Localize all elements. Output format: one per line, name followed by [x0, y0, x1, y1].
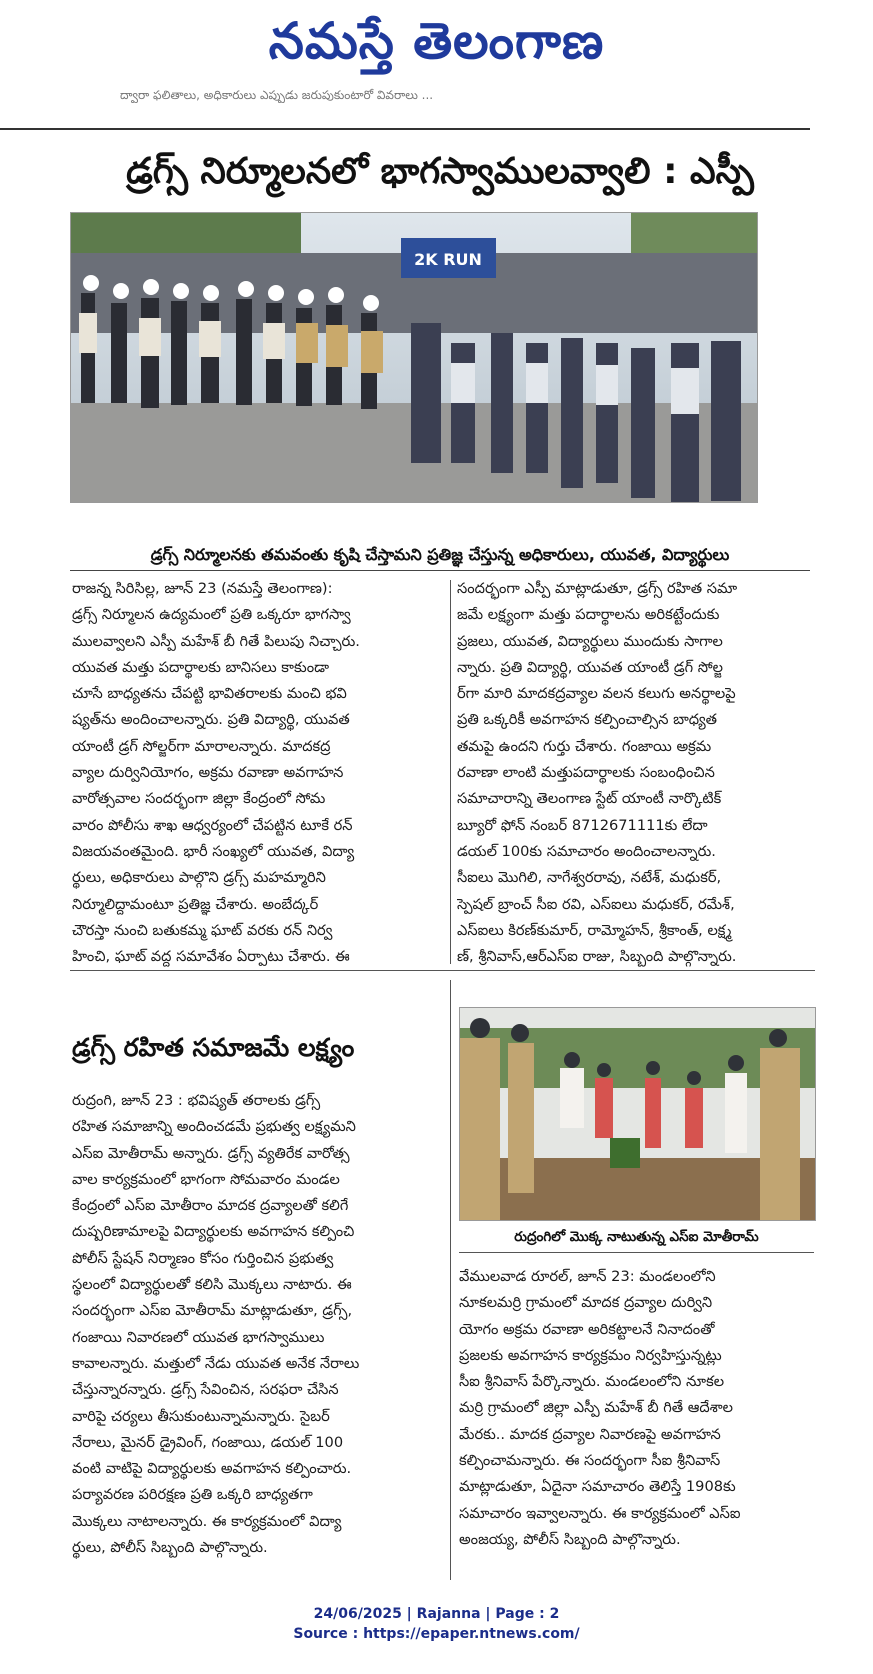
text-line: యువత మత్తు పదార్థాలకు బానిసలు కాకుండా	[72, 658, 329, 676]
text-line: రుద్రంగి, జూన్ 23 : భవిష్యత్ తరాలకు డ్రగ్స్	[72, 1092, 321, 1109]
text-line: సందర్భంగా ఎస్పీ మాట్లాడుతూ, డ్రగ్స్ రహిత సమా	[457, 580, 738, 597]
text-line: ప్రతి ఒక్కరికీ అవగాహన కల్పించాల్సిన బాధ్యత	[457, 711, 717, 729]
article3-body	[459, 1264, 815, 1553]
text-line: రవాణా లాంటి మత్తుపదార్థాలకు సంబంధించిన	[457, 764, 715, 782]
text-line: సమాచారం ఇవ్వాలన్నారు. ఈ కార్యక్రమంలో ఎస్‌ఐ	[459, 1504, 741, 1522]
text-line: తమపై ఉందని గుర్తు చేశారు. గంజాయి అక్రమ	[457, 737, 712, 755]
text-line: కావాలన్నారు. మత్తులో నేడు యువత అనేక నేరాలు	[72, 1354, 360, 1372]
text-line: చౌరస్తా నుంచి బతుకమ్మ ఘాట్ వరకు రన్ నిర్వ	[72, 921, 333, 939]
text-line: స్పెషల్ బ్రాంచ్ సీఐ రవి, ఎస్‌ఐలు మధుకర్, రమేశ్,	[457, 895, 735, 913]
text-line: బ్యూరో ఫోన్ నంబర్ 8712671111కు లేదా	[457, 816, 708, 834]
text-line: వారం పోలీసు శాఖ ఆధ్వర్యంలో చేపట్టిన టూకే రన్	[72, 816, 353, 834]
text-line: డయల్ 100కు సమాచారం అందించాలన్నారు.	[457, 842, 716, 860]
caption-rule	[70, 570, 810, 571]
article1-column-2	[457, 576, 815, 970]
column-divider	[450, 580, 451, 964]
text-line: మాట్లాడుతూ, ఏదైనా సమాచారం తెలిస్తే 1908కు	[459, 1478, 736, 1496]
masthead	[0, 0, 873, 88]
text-line: ణ్, శ్రీనివాస్,ఆర్‌ఎస్‌ఐ రాజు, సిబ్బంది పాల్గొన్నారు.	[457, 948, 737, 966]
text-line: డ్రగ్స్ నిర్మూలన ఉద్యమంలో ప్రతి ఒక్కరూ భాగస్వా	[72, 606, 351, 624]
text-line: వారిపై చర్యలు తీసుకుంటున్నామన్నారు. సైబర్	[72, 1407, 330, 1425]
plantation-photo	[459, 1007, 816, 1221]
caption2-rule	[459, 1252, 814, 1253]
section-divider	[70, 970, 815, 971]
text-line: న్నారు. ప్రతి విద్యార్థి, యువత యాంటీ డ్రగ్ సోల్జ	[457, 658, 724, 676]
text-line: ములవ్వాలని ఎస్పీ మహేశ్ బీ గితే పిలుపు నిచ్చారు.	[72, 632, 360, 650]
article2-body	[72, 1088, 444, 1561]
text-line: వ్యాల దుర్వినియోగం, అక్రమ రవాణా అవగాహన	[72, 764, 344, 782]
text-line: ఎస్‌ఐలు కిరణ్‌కుమార్, రామ్మోహన్, శ్రీకాంత్, లక్ష్మ	[457, 921, 732, 939]
article1-column-1	[72, 576, 444, 970]
text-line: ర్‌గా మారి మాదకద్రవ్యాల వలన కలుగు అనర్థాలపై	[457, 685, 736, 703]
text-line: యాంటీ డ్రగ్ సోల్జర్‌గా మారాలన్నారు. మాదకద్ర	[72, 737, 331, 755]
text-line: సీఐలు మొగిలి, నాగేశ్వరరావు, నటేశ్, మధుకర్,	[457, 869, 722, 887]
text-line: మేరకు.. మాదక ద్రవ్యాల నివారణపై అవగాహన	[459, 1425, 721, 1443]
top-cutline: ద్వారా ఫలితాలు, అధికారులు ఎప్పుడు జరుపుకుంటారో వివరాలు ...	[120, 88, 434, 102]
text-line: ప్రజలకు అవగాహన కార్యక్రమం నిర్వహిస్తున్నట్లు	[459, 1346, 722, 1364]
rally-photo	[70, 212, 758, 503]
footer-date-edition: 24/06/2025 | Rajanna | Page : 2	[313, 1606, 560, 1622]
text-line: చూసే బాధ్యతను చేపట్టి భావితరాలకు మంచి భవి	[72, 685, 347, 703]
text-line: మొక్కలు నాటాలన్నారు. ఈ కార్యక్రమంలో విద్యా	[72, 1512, 342, 1530]
text-line: చేస్తున్నారన్నారు. డ్రగ్స్ సేవించిన, సరఫరా చేసిన	[72, 1381, 339, 1399]
text-line: సమాచారాన్ని తెలంగాణ స్టేట్ యాంటీ నార్కొటిక్	[457, 790, 722, 808]
text-line: ఎస్‌ఐ మోతీరామ్ అన్నారు. డ్రగ్స్ వ్యతిరేక వారోత్స	[72, 1144, 350, 1162]
text-line: ర్థులు, పోలీస్ సిబ్బంది పాల్గొన్నారు.	[72, 1539, 268, 1557]
text-line: ర్థులు, అధికారులు పాల్గొని డ్రగ్స్ మహమ్మారిని	[72, 869, 326, 887]
page-footer	[0, 1604, 873, 1644]
text-line: హించి, ఘాట్ వద్ద సమావేశం ఏర్పాటు చేశారు. ఈ	[72, 948, 350, 966]
text-line: మర్రి గ్రామంలో జిల్లా ఎస్పీ మహేశ్ బీ గితే ఆదేశాల	[459, 1399, 733, 1417]
text-line: యోగం అక్రమ రవాణా అరికట్టాలనే నినాదంతో	[459, 1320, 715, 1338]
text-line: వారోత్సవాల సందర్భంగా జిల్లా కేంద్రంలో సోమ	[72, 790, 326, 808]
footer-source-link[interactable]: Source : https://epaper.ntnews.com/	[293, 1626, 580, 1642]
text-line: సందర్భంగా ఎస్‌ఐ మోతీరామ్ మాట్లాడుతూ, డ్రగ్స్,	[72, 1302, 353, 1320]
text-line: పర్యావరణ పరిరక్షణ ప్రతి ఒక్కరి బాధ్యతగా	[72, 1486, 313, 1504]
text-line: నేరాలు, మైనర్ డ్రైవింగ్, గంజాయి, డయల్ 100	[72, 1433, 344, 1451]
text-line: కేంద్రంలో ఎస్‌ఐ మోతీరాం మాదక ద్రవ్యాలతో కలిగే	[72, 1197, 349, 1215]
text-line: అంజయ్య, పోలీస్ సిబ్బంది పాల్గొన్నారు.	[459, 1530, 681, 1548]
text-line: కల్పించామన్నారు. ఈ సందర్భంగా సీఐ శ్రీనివాస్	[459, 1452, 721, 1470]
text-line: స్థలంలో విద్యార్థులతో కలిసి మొక్కలు నాటారు. ఈ	[72, 1276, 352, 1294]
plantation-photo-caption: రుద్రంగిలో మొక్క నాటుతున్న ఎస్‌ఐ మోతీరామ్	[514, 1229, 759, 1245]
text-line: రహిత సమాజాన్ని అందించడమే ప్రభుత్వ లక్ష్యమని	[72, 1118, 356, 1136]
text-line: ప్రజలు, యువత, విద్యార్థులు ముందుకు సాగాల	[457, 632, 723, 650]
text-line: వాల కార్యక్రమంలో భాగంగా సోమవారం మండల	[72, 1170, 340, 1188]
text-line: ష్యత్‌ను అందించాలన్నారు. ప్రతి విద్యార్థి, యువత	[72, 711, 350, 729]
photo-banner-text: 2K RUN	[414, 250, 482, 269]
article-headline: డ్రగ్స్ నిర్మూలనలో భాగస్వాములవ్వాలి : ఎస్పీ	[126, 151, 754, 192]
photo-caption: డ్రగ్స్ నిర్మూలనకు తమవంతు కృషి చేస్తామని ప్రతిజ్ఞ చేస్తున్న అధికారులు, యువత, విద్యార్థులు	[150, 545, 730, 564]
text-line: జమే లక్ష్యంగా మత్తు పదార్థాలను అరికట్టేందుకు	[457, 606, 720, 624]
text-line: నూకలమర్రి గ్రామంలో మాదక ద్రవ్యాల దుర్విని	[459, 1294, 713, 1312]
text-line: పోలీస్ స్టేషన్ నిర్మాణం కోసం గుర్తించిన ప్రభుత్వ	[72, 1249, 334, 1267]
text-line: వేములవాడ రూరల్, జూన్ 23: మండలంలోని	[459, 1268, 716, 1285]
text-line: రాజన్న సిరిసిల్ల, జూన్ 23 (నమస్తే తెలంగాణ):	[72, 580, 333, 597]
text-line: దుష్పరిణామాలపై విద్యార్థులకు అవగాహన కల్పించి	[72, 1223, 355, 1241]
newspaper-logo: నమస్తే తెలంగాణ	[268, 12, 605, 70]
text-line: నిర్మూలిద్దామంటూ ప్రతిజ్ఞ చేశారు. అంబేద్కర్	[72, 895, 319, 913]
masthead-divider	[0, 128, 810, 130]
article2-headline: డ్రగ్స్ రహిత సమాజమే లక్ష్యం	[72, 1033, 355, 1062]
text-line: విజయవంతమైంది. భారీ సంఖ్యలో యువత, విద్యా	[72, 842, 355, 860]
column-divider-lower	[450, 980, 451, 1580]
text-line: గంజాయి నివారణలో యువత భాగస్వాములు	[72, 1328, 325, 1346]
text-line: వంటి వాటిపై విద్యార్థులకు అవగాహన కల్పించారు.	[72, 1460, 352, 1478]
text-line: సీఐ శ్రీనివాస్ పేర్కొన్నారు. మండలంలోని నూకల	[459, 1373, 725, 1391]
